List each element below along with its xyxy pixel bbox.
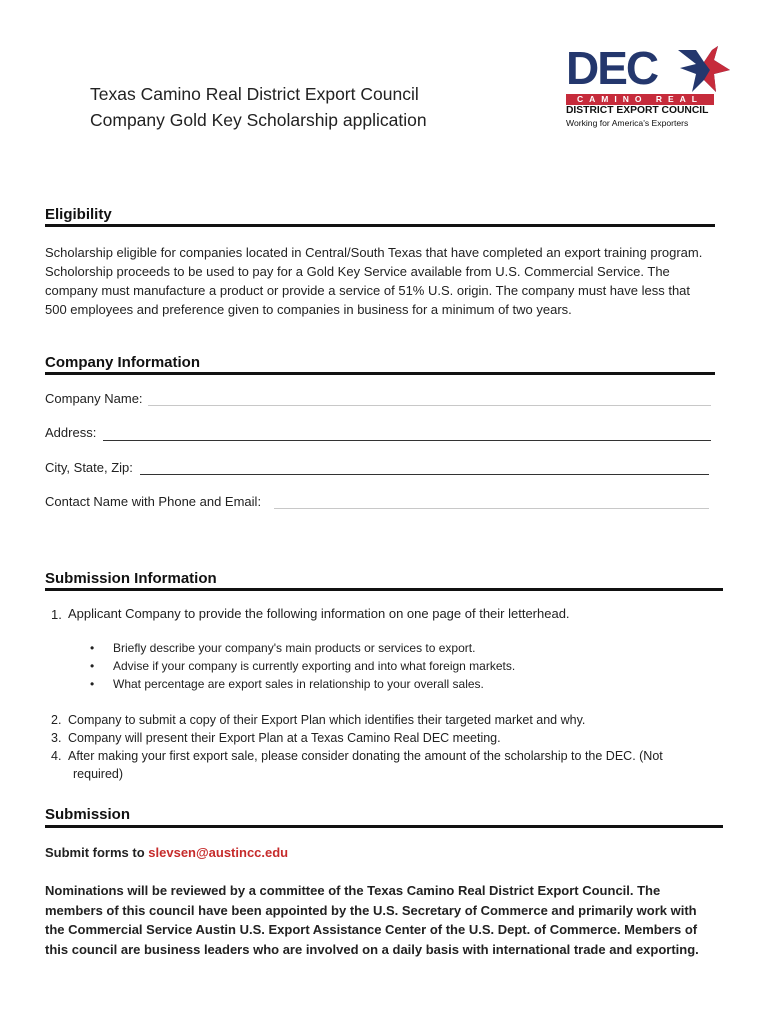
company-info-heading: Company Information — [45, 354, 201, 371]
address-field[interactable] — [103, 440, 711, 441]
eligibility-text: Scholarship eligible for companies located in Central/South Texas that have completed an export training program. Scholorship proceeds to be used to pay for a Gold Key Service available from U.S. Commercial Service. The company must manufacture a product or provide a service of 51% U.S. origin. The company must have less that 500 employees and preference given to companies in business for a minimum of two years. — [45, 245, 703, 317]
star-icon — [674, 46, 730, 94]
item-2-number: 2. — [51, 713, 62, 727]
nominations-note: Nominations will be reviewed by a committee of the Texas Camino Real District Export Council. The members of this council have been appointed by the U.S. Secretary of Commerce and primarily work with the Commercial Service Austin U.S. Export Assistance Center of the U.S. Dept. of Commerce. Members of this council are business leaders who are involved on a daily basis with international trade and exporting. — [45, 883, 699, 957]
item-4-text-line1: After making your first export sale, please consider donating the amount of the scholarship to the DEC. (Not — [68, 749, 663, 763]
item-3-text: Company will present their Export Plan at a Texas Camino Real DEC meeting. — [68, 731, 501, 745]
logo-tagline: Working for America's Exporters — [566, 118, 689, 128]
contact-field[interactable] — [274, 508, 709, 509]
item-3-number: 3. — [51, 731, 62, 745]
eligibility-rule — [45, 224, 715, 227]
submit-email-link[interactable]: slevsen@austincc.edu — [148, 845, 289, 860]
bullet-2-text: Advise if your company is currently exporting and into what foreign markets. — [113, 659, 516, 673]
company-name-field[interactable] — [148, 405, 711, 406]
bullet-1-text: Briefly describe your company's main products or services to export. — [113, 641, 476, 655]
city-state-zip-field[interactable] — [140, 474, 709, 475]
eligibility-heading: Eligibility — [45, 206, 112, 223]
company-name-label: Company Name: — [45, 391, 143, 406]
item-1-number: 1. — [51, 607, 62, 622]
bullet-3-marker: • — [90, 677, 95, 691]
logo-council-text: DISTRICT EXPORT COUNCIL — [566, 105, 709, 116]
item-1-text: Applicant Company to provide the following information on one page of their letterhead. — [68, 606, 570, 621]
contact-label: Contact Name with Phone and Email: — [45, 494, 262, 509]
item-4-number: 4. — [51, 749, 62, 763]
logo-dec-text: DEC — [566, 42, 658, 94]
bullet-1-marker: • — [90, 641, 95, 655]
submission-heading: Submission — [45, 806, 131, 823]
item-4-text-line2: required) — [73, 767, 124, 781]
item-2-text: Company to submit a copy of their Export Plan which identifies their targeted market and why. — [68, 713, 586, 727]
bullet-2-marker: • — [90, 659, 95, 673]
city-state-zip-label: City, State, Zip: — [45, 460, 133, 475]
submission-info-rule — [45, 588, 723, 591]
company-info-rule — [45, 372, 715, 375]
title-line-1: Texas Camino Real District Export Council — [90, 84, 419, 104]
submit-label: Submit forms to — [45, 845, 149, 860]
submit-line — [45, 845, 288, 860]
document-title — [90, 81, 427, 133]
logo-band: CAMINO REAL — [566, 94, 714, 105]
submission-rule — [45, 825, 723, 828]
bullet-3-text: What percentage are export sales in relationship to your overall sales. — [113, 677, 484, 691]
title-line-2: Company Gold Key Scholarship application — [90, 110, 427, 130]
dec-logo — [566, 44, 736, 128]
address-label: Address: — [45, 425, 97, 440]
submission-info-heading: Submission Information — [45, 570, 217, 587]
